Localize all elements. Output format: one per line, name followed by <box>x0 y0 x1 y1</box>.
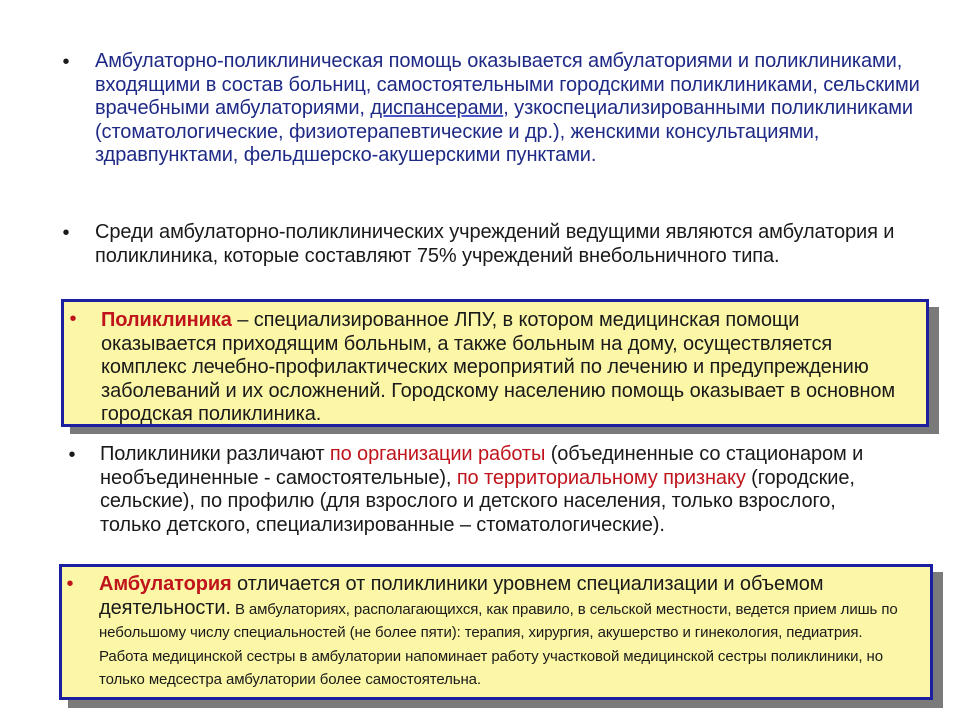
ambulatory-definition <box>99 573 911 691</box>
paragraph-polyclinic-types <box>100 443 900 537</box>
ambulatory-text-large: отличается от поликлиники уровнем специализации и объемом деятельности. <box>99 573 824 619</box>
ambulatory-text-small: В амбулаториях, располагающихся, как правило, в сельской местности, ведется прием лишь по небольшому числу специальностей (не более пяти): терапия, хирургия, акушерство и гинекология, педиатрия. Работа медицинской сестры в амбулатории напоминает работу участковой медицинской сестры поликлиники, но только медсестра амбулатории более самостоятельна. <box>99 600 898 688</box>
paragraph-leading-institutions: Среди амбулаторно-поликлинических учреждений ведущими являются амбулатория и поликлиника, которые составляют 75% учреждений внебольничного типа. <box>95 221 895 267</box>
paragraph-outpatient-care <box>95 50 925 168</box>
bullet-2: • <box>62 222 70 244</box>
ambulatory-term: Амбулатория <box>99 573 232 595</box>
p3-organization-term: по организации работы <box>329 443 546 465</box>
p3-text-2: (объединенные со стационаром и необъединенные - самостоятельные), <box>100 443 864 489</box>
p1-text-2: , узкоспециализированными поликлиниками (стоматологические, физиотерапевтические и др.), женскими консультациями, здравпунктами, фельдшерско-акушерскими пунктами. <box>95 97 913 166</box>
polyclinic-definition-text: – специализированное ЛПУ, в котором медицинская помощи оказывается приходящим больным, а также больным на дому, осуществляется комплекс лечебно-профилактических мероприятий по лечению и предупреждению заболеваний и их осложнений. Городскому населению помощь оказывает в основном городская поликлиника. <box>101 309 896 425</box>
bullet-box2: • <box>66 573 74 595</box>
dispensary-link[interactable]: диспансерами <box>370 97 504 119</box>
p3-text-1: Поликлиники различают <box>100 443 330 465</box>
bullet-box1: • <box>69 308 77 330</box>
p3-territory-term: по территориальному признаку <box>456 466 746 489</box>
bullet-1: • <box>62 51 70 73</box>
p3-text-3: (городские, сельские), по профилю (для взрослого и детского населения, только взрослого, только детского, специализированные – стоматологические). <box>100 466 855 536</box>
polyclinic-term: Поликлиника <box>101 309 232 331</box>
bullet-3: • <box>68 444 76 466</box>
p1-text-1: Амбулаторно-поликлиническая помощь оказывается амбулаториями и поликлиниками, входящими в состав больниц, самостоятельными городскими поликлиниками, сельскими врачебными амбулаториями, <box>95 50 920 119</box>
polyclinic-definition <box>101 309 913 427</box>
